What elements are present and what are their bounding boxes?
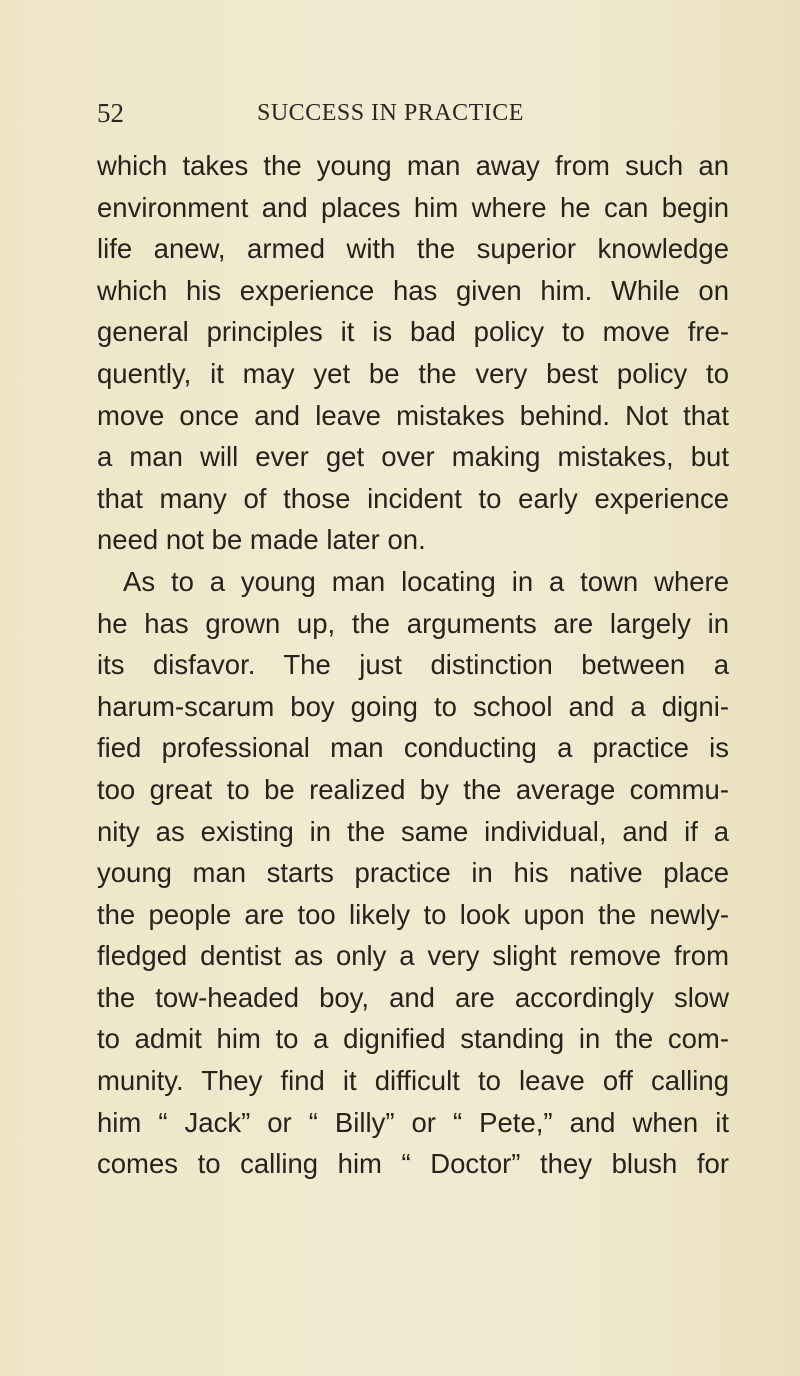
text-line: nity as existing in the same individual, and if a <box>97 815 729 847</box>
text-line: him “ Jack” or “ Billy” or “ Pete,” and when it <box>97 1106 729 1138</box>
paragraph-start-line: As to a young man locating in a town where <box>123 565 729 597</box>
text-line: which takes the young man away from such an <box>97 150 729 181</box>
text-line: life anew, armed with the superior knowledge <box>97 233 729 265</box>
text-line: a man will ever get over making mistakes, but <box>97 441 729 473</box>
text-line: fledged dentist as only a very slight remove from <box>97 940 729 972</box>
body-text <box>97 145 729 1185</box>
text-line: fied professional man conducting a practice is <box>97 732 729 764</box>
text-line: which his experience has given him. While on <box>97 274 729 306</box>
text-line: general principles it is bad policy to move fre- <box>97 316 729 348</box>
page-header <box>97 93 727 133</box>
text-line: harum-scarum boy going to school and a digni- <box>97 690 729 722</box>
text-line: he has grown up, the arguments are largely in <box>97 607 729 639</box>
text-line: too great to be realized by the average commu- <box>97 773 729 805</box>
text-line: young man starts practice in his native place <box>97 857 729 889</box>
text-line: need not be made later on. <box>97 524 426 556</box>
text-line: its disfavor. The just distinction between a <box>97 649 729 681</box>
text-line: move once and leave mistakes behind. Not that <box>97 399 729 431</box>
text-line: that many of those incident to early experience <box>97 482 729 514</box>
text-line: environment and places him where he can begin <box>97 191 729 223</box>
text-line: the tow-headed boy, and are accordingly slow <box>97 981 729 1013</box>
page-number: 52 <box>97 98 124 128</box>
text-line: quently, it may yet be the very best policy to <box>97 357 729 389</box>
text-line: comes to calling him “ Doctor” they blush for <box>97 1148 729 1180</box>
text-line: to admit him to a dignified standing in the com- <box>97 1023 729 1055</box>
running-head: SUCCESS IN PRACTICE <box>257 100 524 126</box>
text-line: munity. They find it difficult to leave off calling <box>97 1065 729 1097</box>
text-line: the people are too likely to look upon the newly- <box>97 898 729 930</box>
